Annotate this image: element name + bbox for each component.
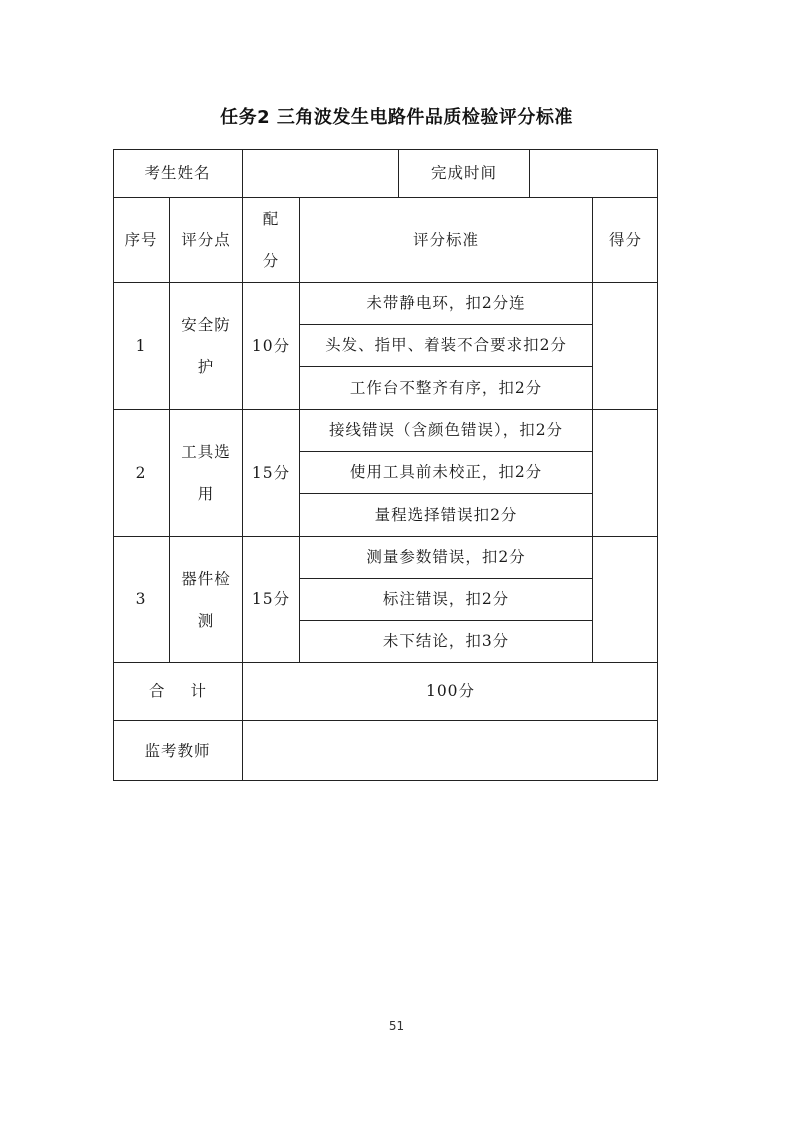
header-point: 评分点 <box>181 230 231 249</box>
header-score <box>243 198 299 282</box>
time-field[interactable] <box>530 149 658 197</box>
name-field[interactable] <box>243 149 398 197</box>
header-criteria: 评分标准 <box>412 230 479 249</box>
document-title: 任务2 三角波发生电路件品质检验评分标准 <box>220 107 573 128</box>
teacher-field[interactable] <box>243 721 658 781</box>
group-point-line2: 用 <box>197 485 215 503</box>
criteria-item: 工作台不整齐有序，扣2分 <box>349 378 543 397</box>
total-value: 100分 <box>425 682 476 701</box>
group-point-line1: 工具选 <box>181 443 231 461</box>
time-label: 完成时间 <box>430 163 497 182</box>
header-score-bottom: 分 <box>262 252 280 270</box>
group-got[interactable] <box>593 283 658 409</box>
criteria-item: 头发、指甲、着装不合要求扣2分 <box>325 336 567 355</box>
criteria-item: 测量参数错误，扣2分 <box>366 548 526 567</box>
total-label: 合计 <box>148 682 232 701</box>
criteria-item: 接线错误（含颜色错误），扣2分 <box>328 421 564 440</box>
criteria-item: 量程选择错误扣2分 <box>374 505 518 524</box>
group-point-line2: 测 <box>197 611 215 630</box>
header-seq: 序号 <box>124 230 158 249</box>
header-got: 得分 <box>608 230 642 249</box>
criteria-item: 标注错误，扣2分 <box>382 590 510 609</box>
criteria-item: 使用工具前未校正，扣2分 <box>349 463 543 482</box>
group-got[interactable] <box>593 537 658 662</box>
header-score-top: 配 <box>262 210 280 228</box>
group-score: 15分 <box>251 463 291 482</box>
group-seq: 2 <box>135 463 147 482</box>
criteria-item: 未下结论，扣3分 <box>382 632 510 651</box>
name-label: 考生姓名 <box>144 163 211 182</box>
group-score: 10分 <box>251 336 291 355</box>
group-point <box>170 537 242 662</box>
criteria-item: 未带静电环，扣2分连 <box>366 294 526 313</box>
group-point <box>170 283 242 409</box>
group-score: 15分 <box>251 590 291 609</box>
teacher-label: 监考教师 <box>144 741 211 760</box>
group-point-line2: 护 <box>197 358 215 376</box>
group-seq: 1 <box>135 336 147 355</box>
group-seq: 3 <box>135 590 147 609</box>
group-point-line1: 器件检 <box>181 569 231 588</box>
group-point-line1: 安全防 <box>181 316 231 334</box>
group-point <box>170 410 242 536</box>
page-number: 51 <box>388 1019 405 1033</box>
group-got[interactable] <box>593 410 658 536</box>
